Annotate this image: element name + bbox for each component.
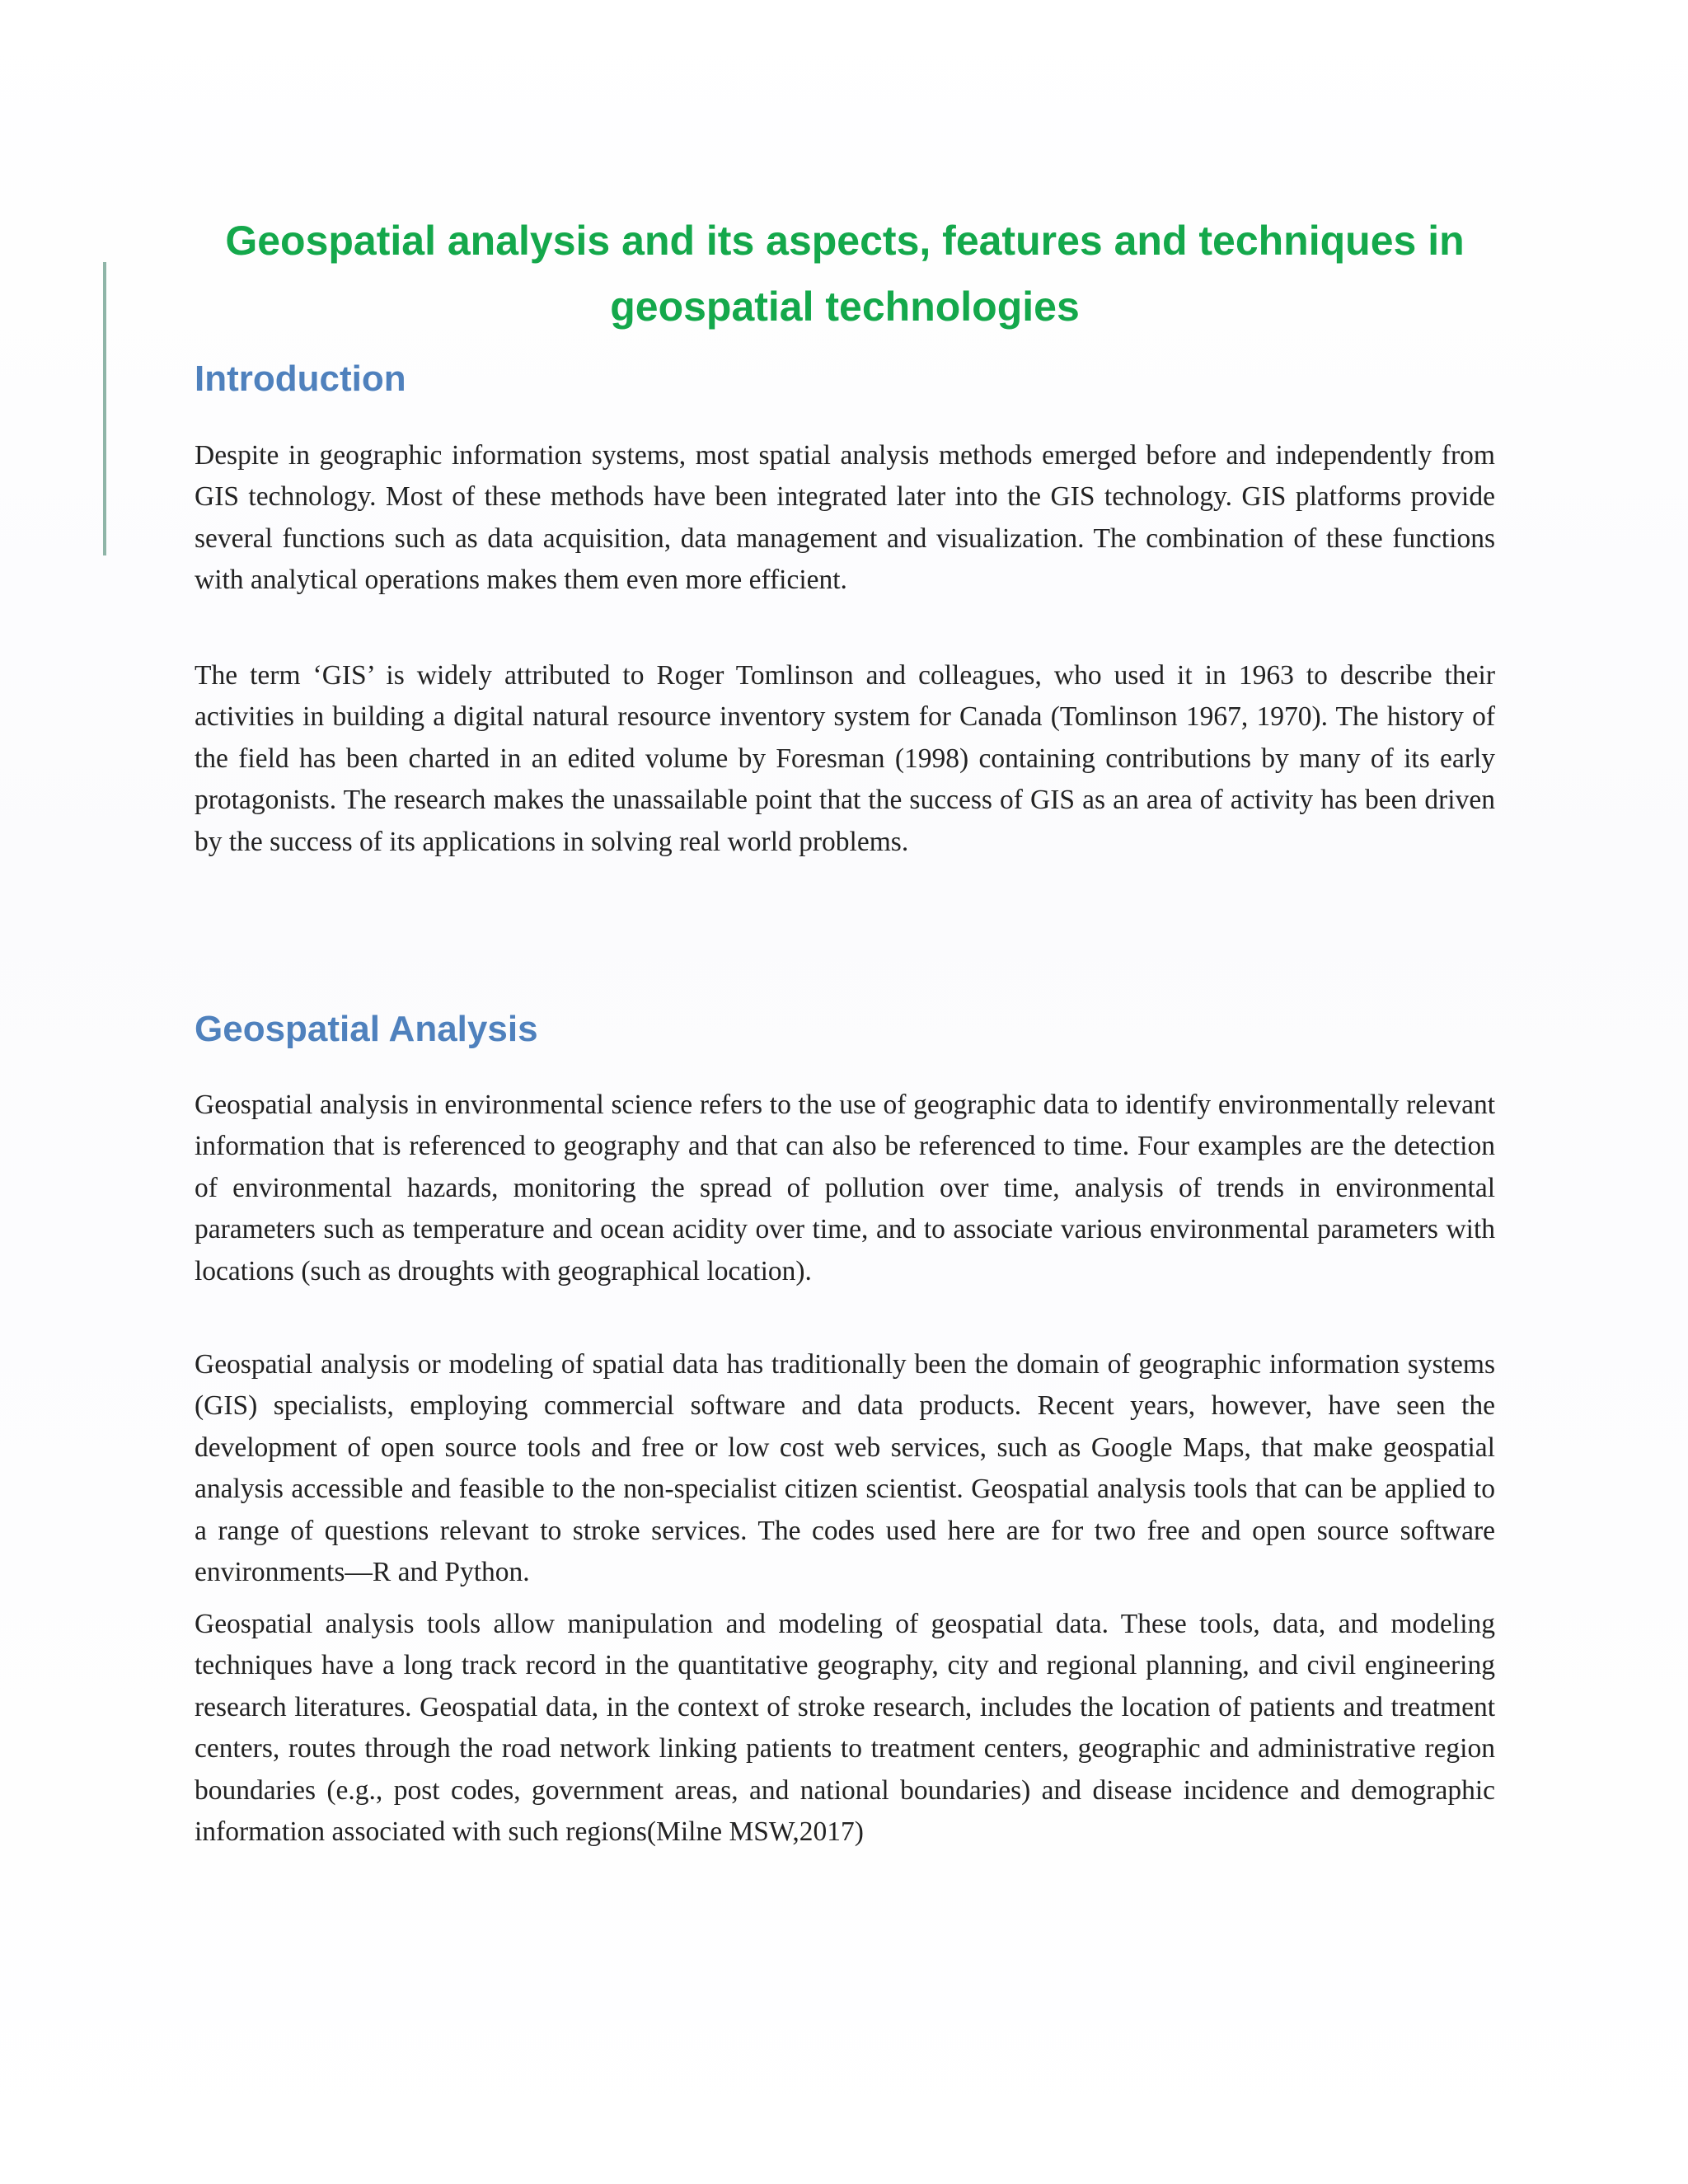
heading-geospatial-analysis: Geospatial Analysis: [195, 1009, 538, 1049]
document-title: Geospatial analysis and its aspects, features and techniques in geospatial technologies: [225, 218, 1465, 330]
margin-change-bar: [103, 262, 106, 555]
paragraph-geospatial-1: Geospatial analysis in environmental science refers to the use of geographic data to identify environmentally relevant information that is referenced to geography and that can also be referenced to time. Four examples are the detection of environmental hazards, monitoring the spread of pollution over time, analysis of trends in environmental parameters such as temperature and ocean acidity over time, and to associate various environmental parameters with locations (such as droughts with geographical location).: [195, 1090, 1495, 1286]
paragraph-geospatial-3: Geospatial analysis tools allow manipulation and modeling of geospatial data. These tools, data, and modeling techniques have a long track record in the quantitative geography, city and regional planning, and civil engineering research literatures. Geospatial data, in the context of stroke research, includes the location of patients and treatment centers, routes through the road network linking patients to treatment centers, geographic and administrative region boundaries (e.g., post codes, government areas, and national boundaries) and disease incidence and demographic information associated with such regions(Milne MSW,2017): [195, 1609, 1495, 1848]
heading-introduction: Introduction: [195, 359, 406, 399]
paragraph-intro-2: The term ‘GIS’ is widely attributed to Roger Tomlinson and colleagues, who used it in 1963 to describe their activities in building a digital natural resource inventory system for Canada (Tomlinson 1967, 1970). The history of the field has been charted in an edited volume by Foresman (1998) containing contributions by many of its early protagonists. The research makes the unassailable point that the success of GIS as an area of activity has been driven by the success of its applications in solving real world problems.: [195, 660, 1495, 857]
paragraph-geospatial-2: Geospatial analysis or modeling of spatial data has traditionally been the domain of geographic information systems (GIS) specialists, employing commercial software and data products. Recent years, however, have seen the development of open source tools and free or low cost web services, such as Google Maps, that make geospatial analysis accessible and feasible to the non-specialist citizen scientist. Geospatial analysis tools that can be applied to a range of questions relevant to stroke services. The codes used here are for two free and open source software environments—R and Python.: [195, 1349, 1495, 1588]
paragraph-intro-1: Despite in geographic information systems, most spatial analysis methods emerged before and independently from GIS technology. Most of these methods have been integrated later into the GIS technology. GIS platforms provide several functions such as data acquisition, data management and visualization. The combination of these functions with analytical operations makes them even more efficient.: [195, 440, 1495, 596]
